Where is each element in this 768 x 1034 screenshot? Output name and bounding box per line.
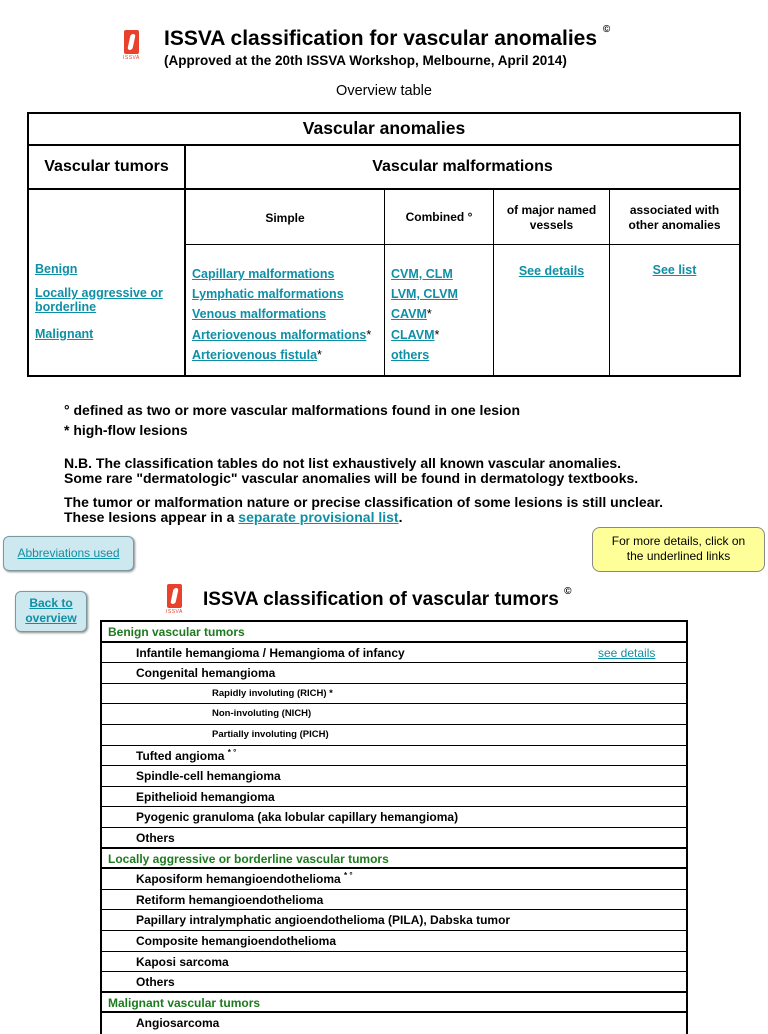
locally-aggressive-header: Locally aggressive or borderline vascular tumors <box>102 849 686 870</box>
table-row: Others <box>102 972 686 993</box>
table-row: Epithelioid hemangioma <box>102 787 686 808</box>
clavm-link[interactable]: CLAVM <box>391 327 435 342</box>
degree-note: ° defined as two or more vascular malformations found in one lesion <box>64 402 521 418</box>
tumors-title: ISSVA classification of vascular tumors © <box>203 586 572 610</box>
nb-note: N.B. The classification tables do not list exhaustively all known vascular anomalies. Some rare "dermatologic" vascular anomalies will be found in dermatology textbooks. <box>64 455 639 486</box>
venous-link[interactable]: Venous malformations <box>192 307 327 322</box>
table-row: Composite hemangioendothelioma <box>102 931 686 952</box>
table-row: Kaposiform hemangioendothelioma * ° <box>102 869 686 890</box>
page-subtitle: (Approved at the 20th ISSVA Workshop, Melbourne, April 2014) <box>164 53 567 68</box>
col-simple: Simple <box>265 211 305 225</box>
vascular-malformations-header: Vascular malformations <box>372 158 553 175</box>
table-row: Papillary intralymphatic angioendothelioma (PILA), Dabska tumor <box>102 910 686 931</box>
table-row: Kaposi sarcoma <box>102 952 686 973</box>
table-row: Angiosarcoma <box>136 1016 220 1031</box>
lymphatic-link[interactable]: Lymphatic malformations <box>192 287 344 302</box>
see-list-link[interactable]: See list <box>652 263 697 277</box>
table-row: Others <box>102 828 686 849</box>
see-details-link[interactable]: See details <box>518 264 585 278</box>
star-note: * high-flow lesions <box>64 422 188 438</box>
col-major-vessels: of major named vessels <box>506 203 597 232</box>
cavm-link[interactable]: CAVM <box>391 307 427 322</box>
tumor-links <box>35 262 163 341</box>
capillary-link[interactable]: Capillary malformations <box>192 267 335 281</box>
table-row: Infantile hemangioma / Hemangioma of infancy see details <box>102 643 686 664</box>
vascular-anomalies-header: Vascular anomalies <box>302 118 466 138</box>
issva-logo-small: ISSVA <box>166 584 184 618</box>
col-combined: Combined ° <box>405 210 473 224</box>
combined-others-link[interactable]: others <box>391 347 430 362</box>
overview-label: Overview table <box>336 83 432 99</box>
benign-header: Benign vascular tumors <box>102 622 686 643</box>
table-row: Non-involuting (NICH) <box>102 704 686 725</box>
malignant-header: Malignant vascular tumors <box>102 993 686 1014</box>
footnotes <box>64 400 520 440</box>
table-row: Spindle-cell hemangioma <box>102 766 686 787</box>
col-associated: associated with other anomalies <box>628 203 721 232</box>
arteriovenous-malformations-link[interactable]: Arteriovenous malformations <box>192 327 367 342</box>
table-row: Rapidly involuting (RICH) * <box>102 684 686 705</box>
vascular-tumors-header: Vascular tumors <box>44 158 169 175</box>
arteriovenous-fistula-link[interactable]: Arteriovenous fistula <box>192 347 318 362</box>
table-row: Retiform hemangioendothelioma <box>102 890 686 911</box>
see-details-infantile-link[interactable]: see details <box>598 645 656 660</box>
tumors-table <box>100 620 688 1034</box>
issva-logo: ISSVA <box>123 30 141 64</box>
table-row: Pyogenic granuloma (aka lobular capillary hemangioma) <box>102 807 686 828</box>
back-to-overview-button[interactable]: Back to overview <box>15 591 87 632</box>
page-title: ISSVA classification for vascular anomalies © <box>164 24 611 50</box>
simple-links: Capillary malformations Lymphatic malformations Venous malformations Arteriovenous malformations* Arteriovenous fistula* <box>192 267 372 362</box>
info-note: For more details, click on the underlined links <box>592 527 765 572</box>
locally-aggressive-link[interactable]: Locally aggressive or borderline <box>35 286 163 314</box>
lvm-clvm-link[interactable]: LVM, CLVM <box>391 287 458 302</box>
table-row: Tufted angioma * ° <box>102 746 686 767</box>
combined-links: CVM, CLM LVM, CLVM CAVM* CLAVM* others <box>391 267 458 362</box>
malignant-link[interactable]: Malignant <box>35 327 94 341</box>
abbreviations-button[interactable]: Abbreviations used <box>3 536 134 571</box>
unclear-note: The tumor or malformation nature or precise classification of some lesions is still unclear. These lesions appear in a separate provisional list. <box>64 494 664 525</box>
cvm-clm-link[interactable]: CVM, CLM <box>391 267 453 281</box>
provisional-list-link[interactable]: separate provisional list <box>238 509 399 525</box>
table-row: Partially involuting (PICH) <box>102 725 686 746</box>
benign-link[interactable]: Benign <box>35 262 78 276</box>
overview-table <box>27 112 741 377</box>
table-row: Congenital hemangioma <box>102 663 686 684</box>
